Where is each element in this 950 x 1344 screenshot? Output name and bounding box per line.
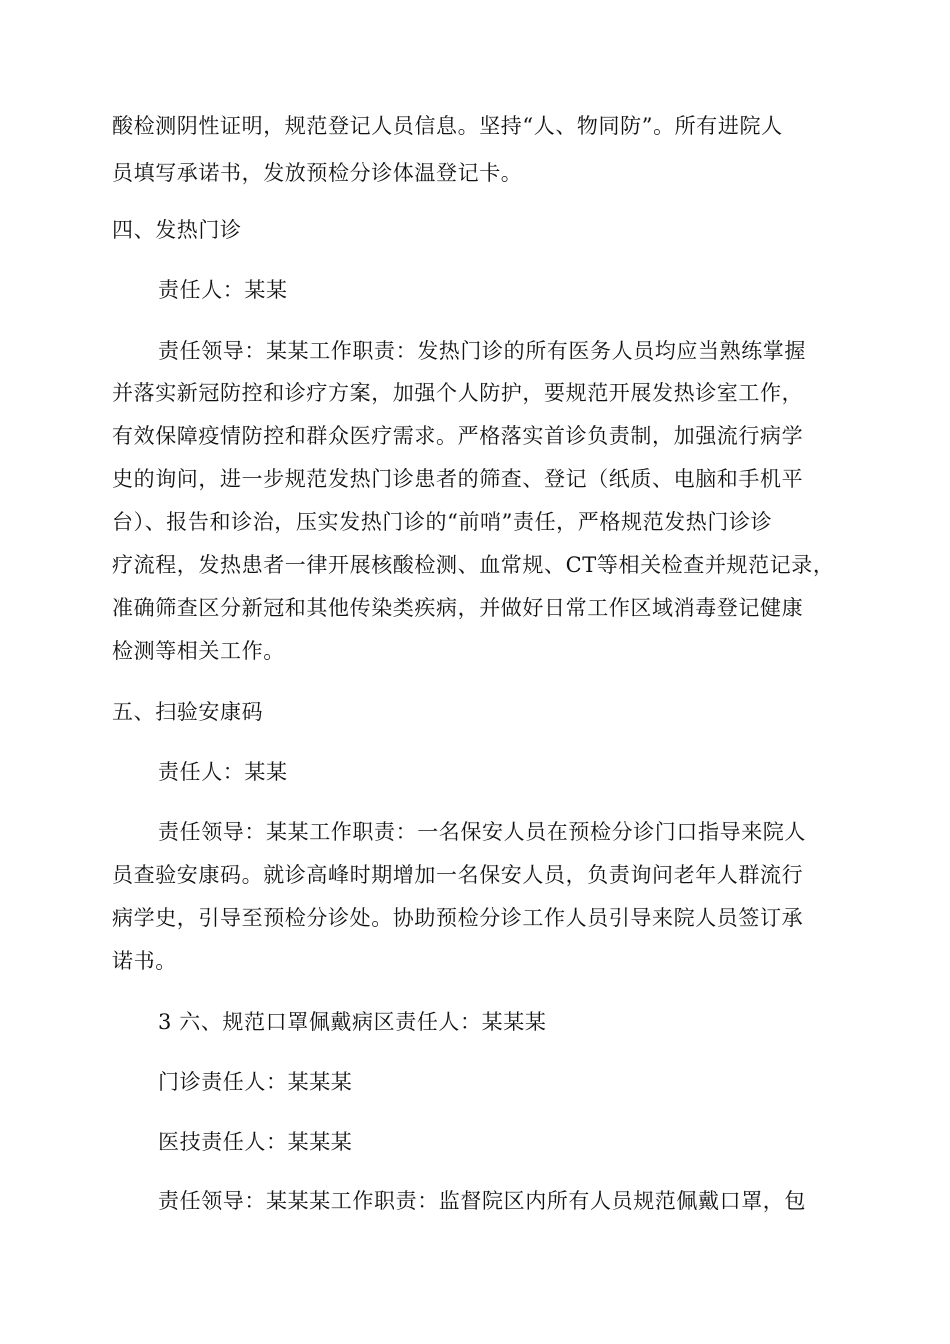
paragraph-line: 检测等相关工作。 [112, 639, 285, 663]
paragraph-line: 诺书。 [112, 949, 177, 973]
paragraph-line: 病学史，引导至预检分诊处。协助预检分诊工作人员引导来院人员签订承 [112, 906, 804, 930]
section-heading-health-code: 五、扫验安康码 [112, 700, 264, 724]
section-heading-mask: 3 六、规范口罩佩戴病区责任人：某某某 [158, 1010, 547, 1034]
medtech-responsible-person: 医技责任人：某某某 [158, 1130, 353, 1154]
paragraph-line: 台）、报告和诊治，压实发热门诊的“前哨”责任，严格规范发热门诊诊 [112, 510, 773, 534]
paragraph-line: 酸检测阴性证明，规范登记人员信息。坚持“人、物同防”。所有进院人 [112, 114, 783, 138]
paragraph-line: 并落实新冠防控和诊疗方案，加强个人防护，要规范开展发热诊室工作， [112, 381, 804, 405]
responsible-person: 责任人：某某 [158, 760, 288, 784]
outpatient-responsible-person: 门诊责任人：某某某 [158, 1070, 353, 1094]
paragraph-line: 准确筛查区分新冠和其他传染类疾病，并做好日常工作区域消毒登记健康 [112, 596, 804, 620]
paragraph-line: 责任领导：某某工作职责：一名保安人员在预检分诊门口指导来院人 [158, 820, 806, 844]
paragraph-line: 疗流程，发热患者一律开展核酸检测、血常规、CT等相关检查并规范记录， [112, 553, 835, 577]
paragraph-line: 有效保障疫情防控和群众医疗需求。严格落实首诊负责制，加强流行病学 [112, 424, 804, 448]
section-heading-fever-clinic: 四、发热门诊 [112, 218, 242, 242]
paragraph-line: 员填写承诺书，发放预检分诊体温登记卡。 [112, 161, 523, 185]
paragraph-line: 史的询问，进一步规范发热门诊患者的筛查、登记（纸质、电脑和手机平 [112, 467, 804, 491]
paragraph-line: 责任领导：某某某工作职责：监督院区内所有人员规范佩戴口罩，包 [158, 1189, 806, 1213]
paragraph-line: 责任领导：某某工作职责：发热门诊的所有医务人员均应当熟练掌握 [158, 339, 806, 363]
responsible-person: 责任人：某某 [158, 278, 288, 302]
paragraph-line: 员查验安康码。就诊高峰时期增加一名保安人员，负责询问老年人群流行 [112, 863, 804, 887]
